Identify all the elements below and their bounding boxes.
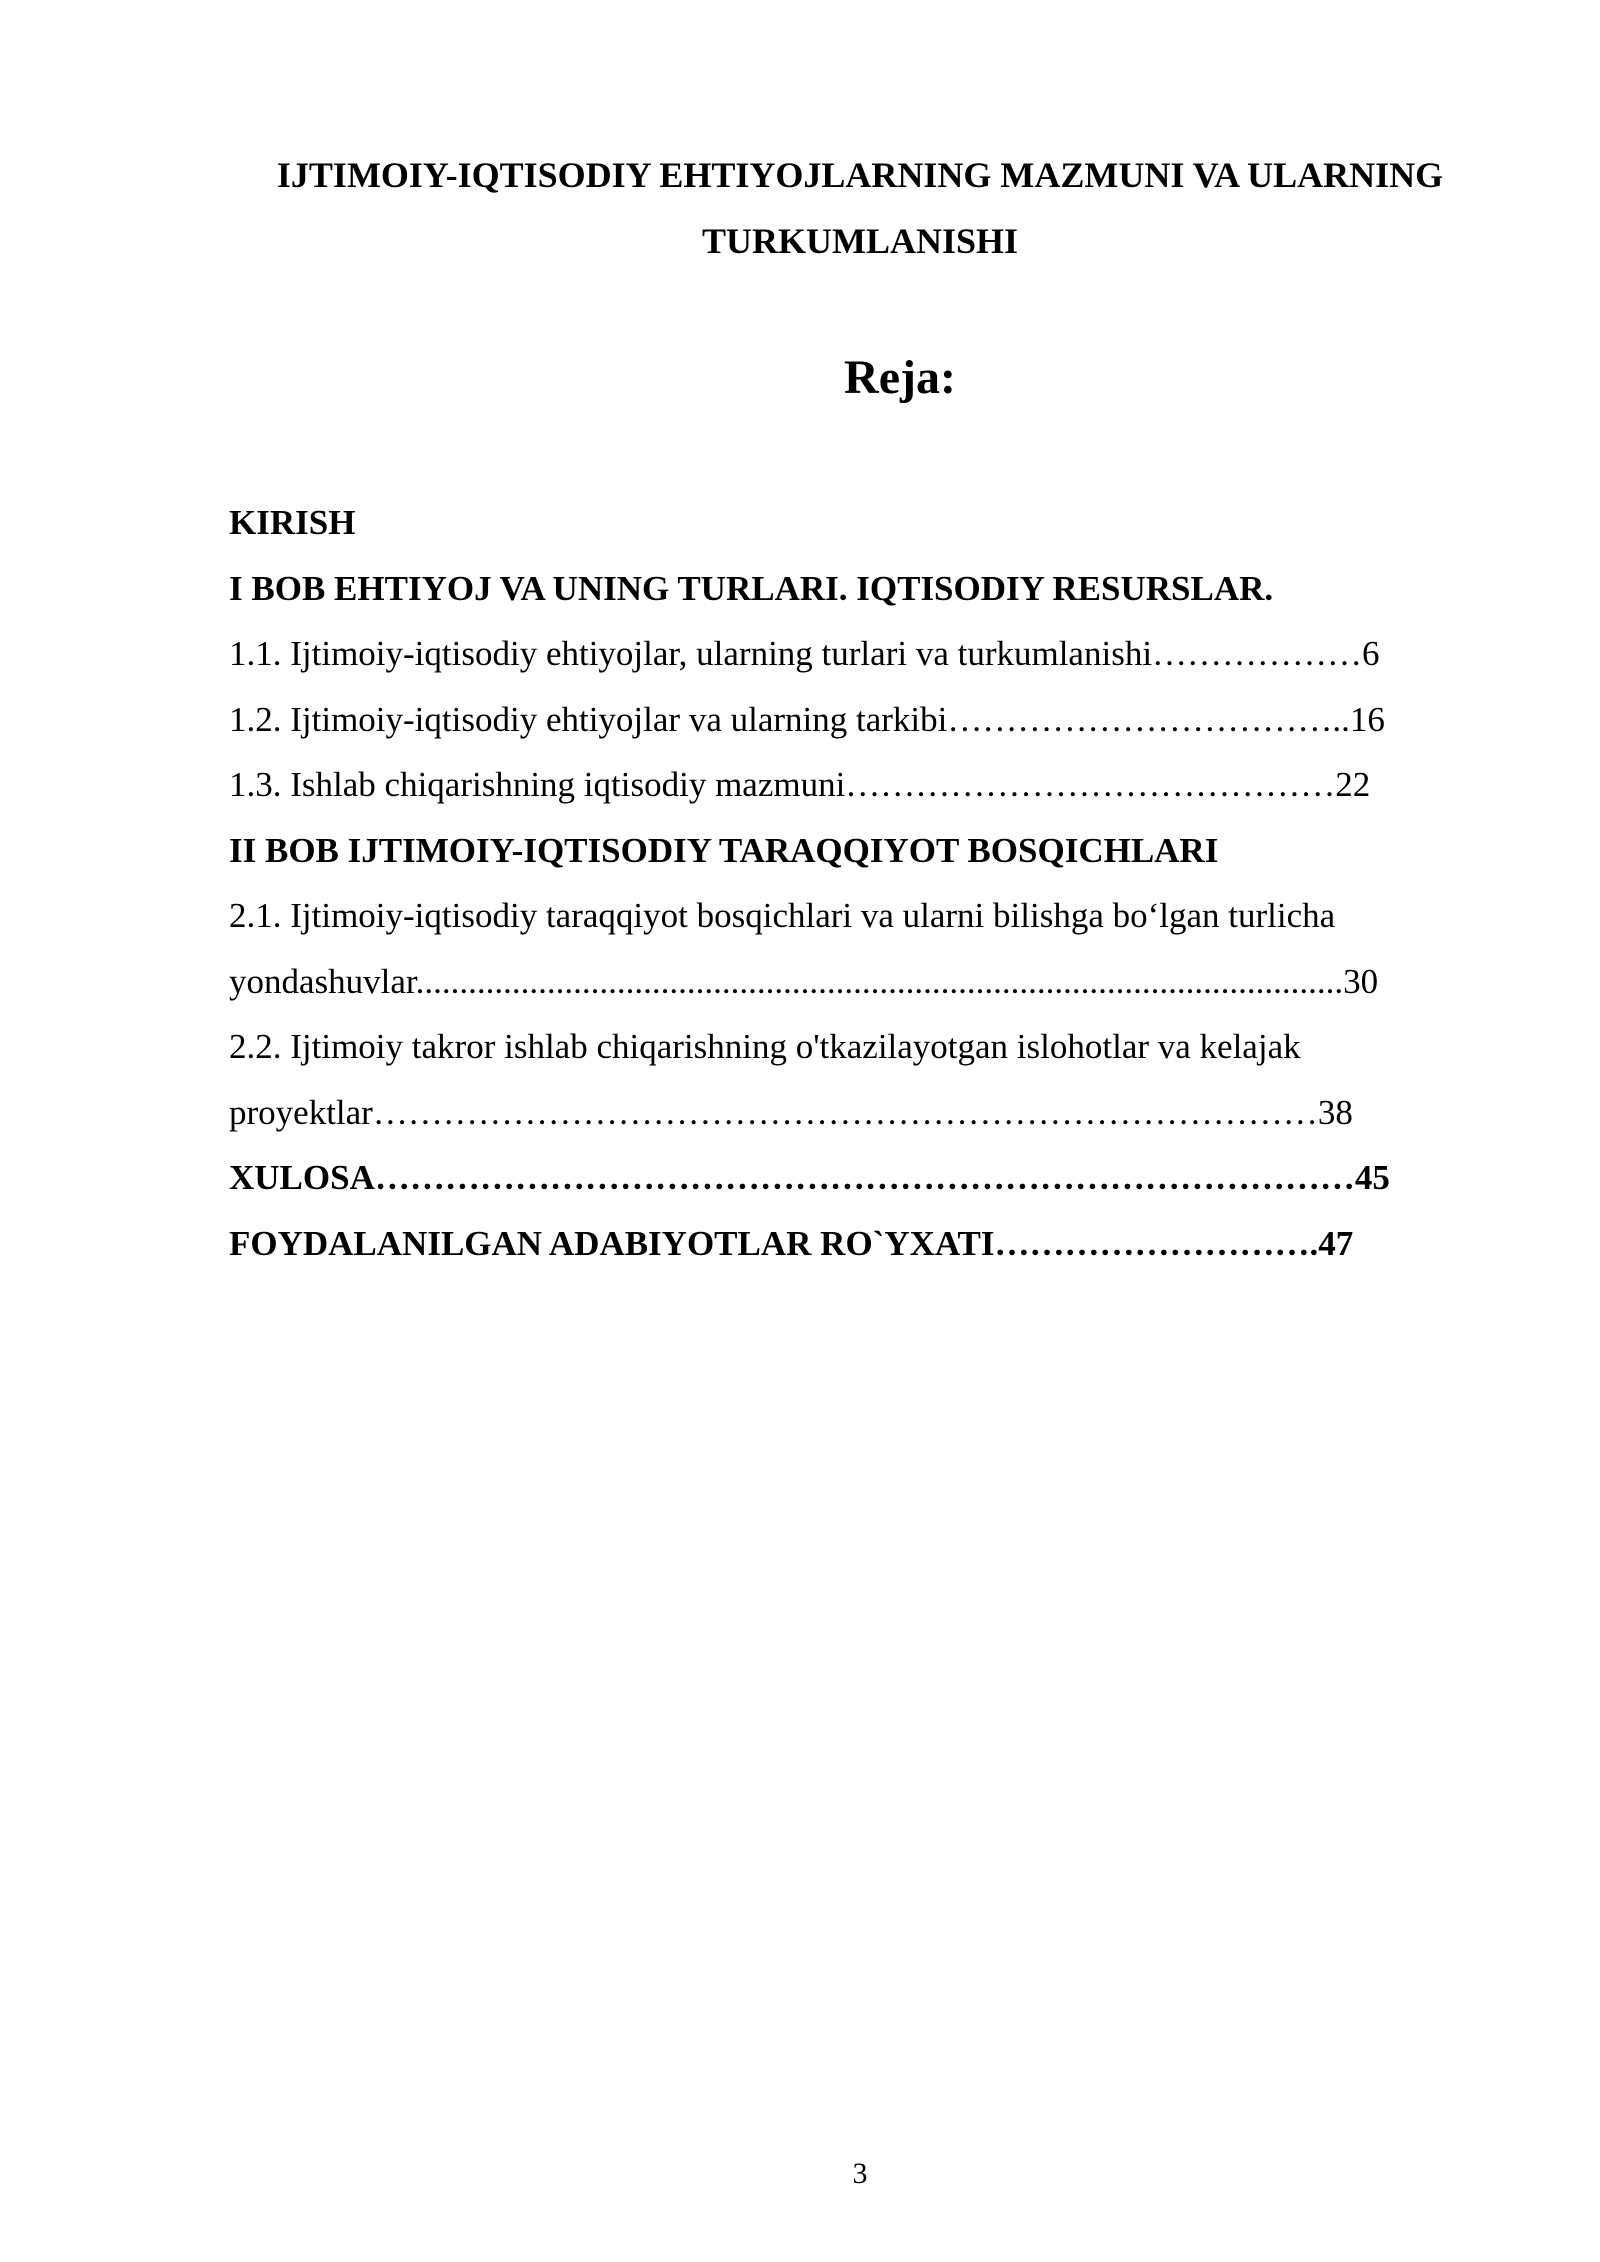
toc-entry-introduction: KIRISH [229, 503, 356, 542]
toc-section-1-2: 1.2. Ijtimoiy-iqtisodiy ehtiyojlar va ularning tarkibi……………………………..16 [229, 699, 1385, 739]
toc-chapter-1-heading: I BOB EHTIYOJ VA UNING TURLARI. IQTISODIY RESURSLAR. [229, 568, 1274, 608]
plan-heading: Reja: [844, 351, 956, 404]
toc-section-1-1: 1.1. Ijtimoiy-iqtisodiy ehtiyojlar, ularning turlari va turkumlanishi………………6 [229, 634, 1380, 673]
table-of-contents [229, 490, 1489, 1276]
toc-section-2-1-line-1: 2.1. Ijtimoiy-iqtisodiy taraqqiyot bosqichlari va ularni bilishga bo‘lgan turlicha [229, 896, 1336, 935]
toc-section-2-2-line-2: proyektlar………………………………………………………………………38 [229, 1092, 1353, 1132]
toc-section-2-2-line-1: 2.2. Ijtimoiy takror ishlab chiqarishning o'tkazilayotgan islohotlar va kelajak [229, 1027, 1301, 1066]
page-number: 3 [852, 2157, 868, 2190]
toc-section-1-3: 1.3. Ishlab chiqarishning iqtisodiy mazmuni……………………………………22 [229, 765, 1371, 804]
toc-entry-conclusion: XULOSA…………………………………………………………………………45 [229, 1158, 1390, 1197]
toc-chapter-2-heading: II BOB IJTIMOIY-IQTISODIY TARAQQIYOT BOSQICHLARI [229, 830, 1219, 870]
toc-entry-references: FOYDALANILGAN ADABIYOTLAR RO`YXATI……………………….47 [229, 1223, 1354, 1263]
document-title-line-1: IJTIMOIY-IQTISODIY EHTIYOJLARNING MAZMUNI VA ULARNING [276, 155, 1444, 195]
toc-section-2-1-line-2: yondashuvlar..........................................................................................................30 [229, 961, 1379, 1001]
document-title-line-2: TURKUMLANISHI [701, 221, 1019, 261]
